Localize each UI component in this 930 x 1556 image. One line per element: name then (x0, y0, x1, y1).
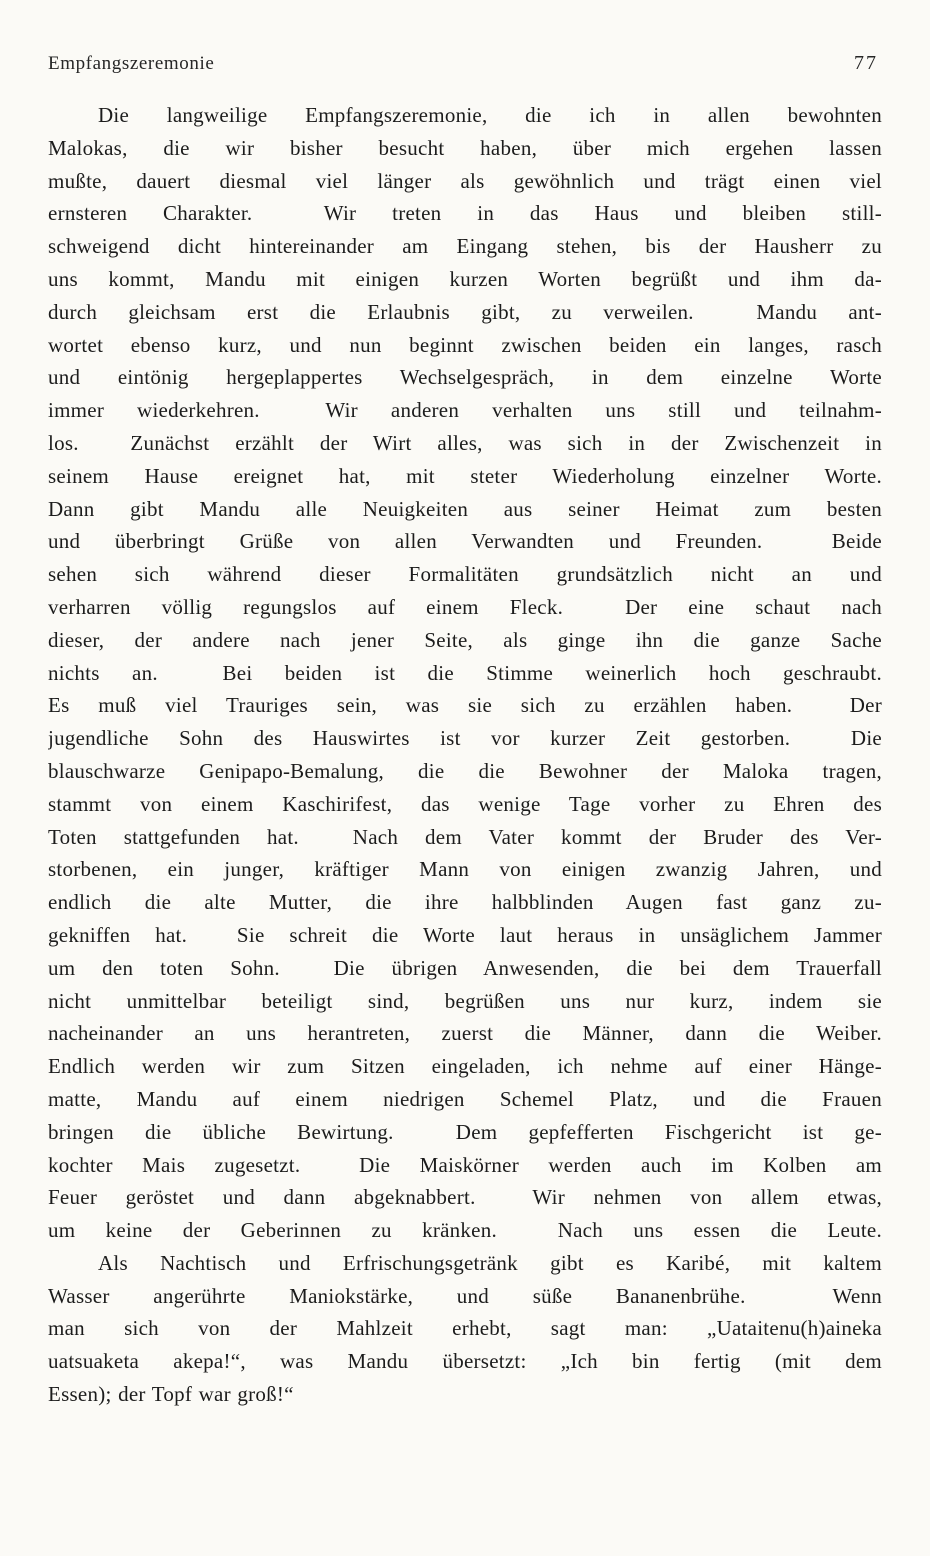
text-line: storbenen, ein junger, kräftiger Mann von einigen zwanzig Jahren, und (48, 857, 882, 882)
text-line: jugendliche Sohn des Hauswirtes ist vor kurzer Zeit gestorben. Die (48, 726, 882, 751)
text-line: durch gleichsam erst die Erlaubnis gibt, zu verweilen. Mandu ant- (48, 299, 882, 324)
text-line: wortet ebenso kurz, und nun beginnt zwischen beiden ein langes, rasch (48, 332, 882, 357)
text-line: nichts an. Bei beiden ist die Stimme weinerlich hoch geschraubt. (48, 660, 882, 685)
text-line: Feuer geröstet und dann abgeknabbert. Wir nehmen von allem etwas, (48, 1185, 882, 1210)
text-line: Die langweilige Empfangszeremonie, die ich in allen bewohnten (98, 103, 882, 127)
text-line: Essen); der Topf war groß!“ (48, 1382, 294, 1407)
text-line: schweigend dicht hintereinander am Eingang stehen, bis der Hausherr zu (48, 234, 882, 259)
text-line: kochter Mais zugesetzt. Die Maiskörner werden auch im Kolben am (48, 1152, 882, 1177)
text-line: uatsuaketa akepa!“, was Mandu übersetzt: „Ich bin fertig (mit dem (48, 1349, 882, 1374)
text-line: um keine der Geberinnen zu kränken. Nach uns essen die Leute. (48, 1218, 882, 1243)
text-line: matte, Mandu auf einem niedrigen Schemel Platz, und die Frauen (48, 1086, 882, 1111)
text-line: gekniffen hat. Sie schreit die Worte laut heraus in unsäglichem Jammer (48, 922, 882, 947)
paragraph (48, 99, 882, 1247)
text-line: und eintönig hergeplappertes Wechselgespräch, in dem einzelne Worte (48, 365, 882, 390)
text-line: ernsteren Charakter. Wir treten in das Haus und bleiben still- (48, 201, 882, 226)
text-line: immer wiederkehren. Wir anderen verhalten uns still und teilnahm- (48, 398, 882, 423)
text-line: Toten stattgefunden hat. Nach dem Vater kommt der Bruder des Ver- (48, 824, 882, 849)
text-line: und überbringt Grüße von allen Verwandten und Freunden. Beide (48, 529, 882, 554)
text-line: dieser, der andere nach jener Seite, als ginge ihn die ganze Sache (48, 627, 882, 652)
text-line: verharren völlig regungslos auf einem Fleck. Der eine schaut nach (48, 594, 882, 619)
page-header (48, 52, 882, 75)
text-line: Wasser angerührte Maniokstärke, und süße Bananenbrühe. Wenn (48, 1283, 882, 1308)
text-line: los. Zunächst erzählt der Wirt alles, was sich in der Zwischenzeit in (48, 430, 882, 455)
text-line: sehen sich während dieser Formalitäten grundsätzlich nicht an und (48, 562, 882, 587)
text-line: Dann gibt Mandu alle Neuigkeiten aus seiner Heimat zum besten (48, 496, 882, 521)
page-body (48, 99, 882, 1411)
text-line: mußte, dauert diesmal viel länger als gewöhnlich und trägt einen viel (48, 168, 882, 193)
text-line: bringen die übliche Bewirtung. Dem gepfefferten Fischgericht ist ge- (48, 1119, 882, 1144)
text-line: man sich von der Mahlzeit erhebt, sagt man: „Uataitenu(h)aineka (48, 1316, 882, 1341)
text-line: blauschwarze Genipapo-Bemalung, die die Bewohner der Maloka tragen, (48, 758, 882, 783)
running-title: Empfangszeremonie (48, 53, 215, 74)
text-line: nacheinander an uns herantreten, zuerst die Männer, dann die Weiber. (48, 1021, 882, 1046)
text-line: Als Nachtisch und Erfrischungsgetränk gibt es Karibé, mit kaltem (98, 1250, 882, 1275)
text-line: stammt von einem Kaschirifest, das wenige Tage vorher zu Ehren des (48, 791, 882, 816)
text-line: Malokas, die wir bisher besucht haben, über mich ergehen lassen (48, 135, 882, 160)
text-line: Es muß viel Trauriges sein, was sie sich zu erzählen haben. Der (48, 693, 882, 718)
text-line: Endlich werden wir zum Sitzen eingeladen, ich nehme auf einer Hänge- (48, 1054, 882, 1079)
text-line: um den toten Sohn. Die übrigen Anwesenden, die bei dem Trauerfall (48, 955, 882, 980)
paragraph (48, 1247, 882, 1411)
text-line: endlich die alte Mutter, die ihre halbblinden Augen fast ganz zu- (48, 890, 882, 915)
page-number: 77 (854, 52, 878, 74)
text-line: nicht unmittelbar beteiligt sind, begrüßen uns nur kurz, indem sie (48, 988, 882, 1013)
text-line: seinem Hause ereignet hat, mit steter Wiederholung einzelner Worte. (48, 463, 882, 488)
text-line: uns kommt, Mandu mit einigen kurzen Worten begrüßt und ihm da- (48, 266, 882, 291)
